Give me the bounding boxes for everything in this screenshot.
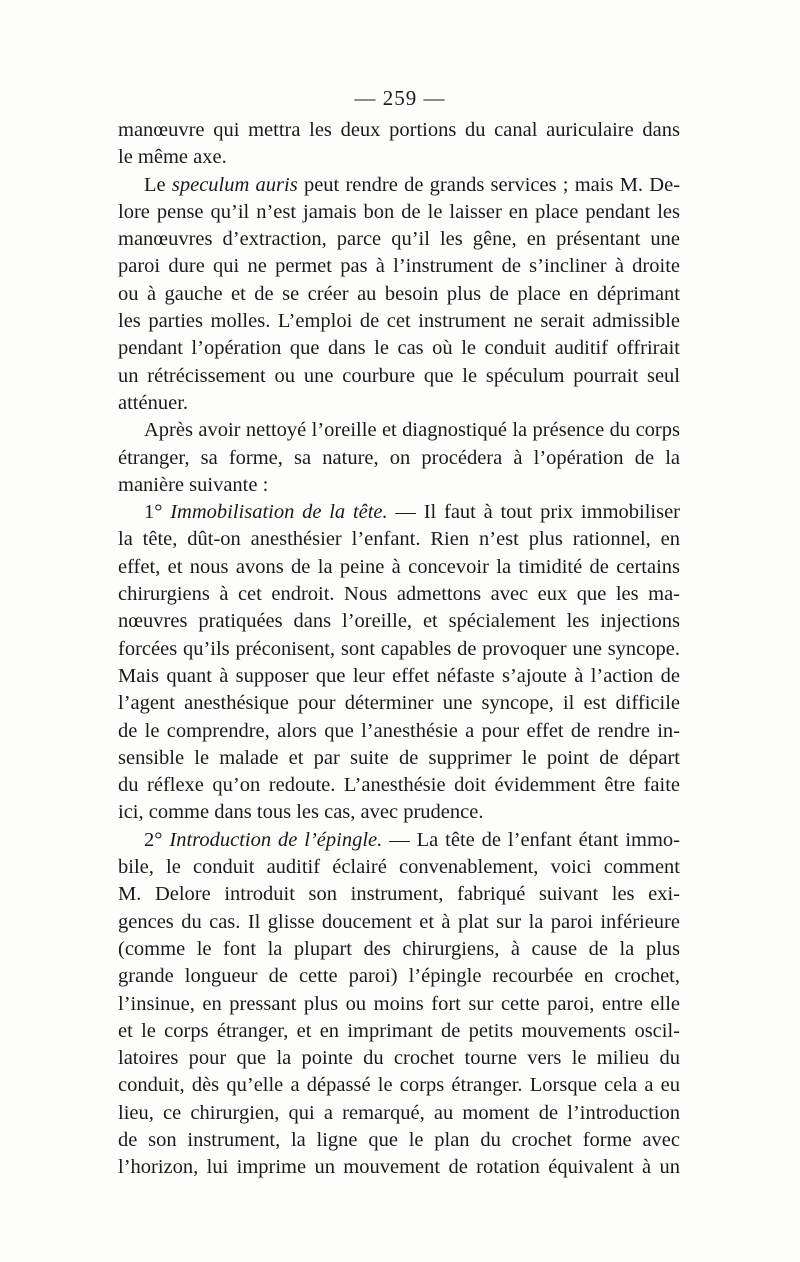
text-line	[118, 1045, 680, 1072]
text-run: grande longueur de cette paroi) l’épingle recourbée en crochet,	[118, 965, 680, 988]
text-run: manière suivante :	[118, 473, 269, 496]
text-line	[118, 663, 680, 690]
text-run: de le comprendre, alors que l’anesthésie a pour effet de rendre in-	[118, 719, 680, 742]
text-line	[118, 799, 680, 826]
text-run: sensible le malade et par suite de supprimer le point de départ	[118, 746, 680, 769]
text-run: — La tête de l’enfant étant immo-	[382, 828, 680, 851]
text-run: nœuvres pratiquées dans l’oreille, et spécialement les injections	[118, 610, 680, 633]
text-line	[118, 690, 680, 717]
text-run: ou à gauche et de se créer au besoin plus de place en déprimant	[118, 282, 680, 305]
text-run: de son instrument, la ligne que le plan du crochet forme avec	[118, 1128, 680, 1151]
text-run: manœuvre qui mettra les deux portions du canal auriculaire dans	[118, 119, 680, 141]
text-line	[118, 472, 680, 499]
text-line	[118, 554, 680, 581]
text-run: du réflexe qu’on redoute. L’anesthésie doit évidemment être faite	[118, 774, 680, 797]
text-run: étranger, sa forme, sa nature, on procédera à l’opération de la	[118, 446, 680, 469]
text-line	[118, 363, 680, 390]
text-line	[118, 1154, 680, 1181]
text-run: (comme le font la plupart des chirurgiens, à cause de la plus	[118, 937, 680, 960]
text-run: bile, le conduit auditif éclairé convenablement, voici comment	[118, 856, 680, 879]
text-run: l’horizon, lui imprime un mouvement de rotation équivalent à un	[118, 1156, 680, 1179]
text-line	[118, 199, 680, 226]
text-run: le même axe.	[118, 146, 227, 169]
text-line	[118, 608, 680, 635]
text-line	[118, 854, 680, 881]
text-line	[118, 1100, 680, 1127]
text-line	[118, 390, 680, 417]
text-run: l’agent anesthésique pour déterminer une syncope, il est difficile	[118, 692, 680, 715]
text-line	[118, 172, 680, 199]
text-run: chirurgiens à cet endroit. Nous admettons avec eux que les ma-	[118, 583, 680, 606]
text-run: ici, comme dans tous les cas, avec prudence.	[118, 801, 484, 824]
text-line	[118, 281, 680, 308]
text-run: Après avoir nettoyé l’oreille et diagnostiqué la présence du corps	[144, 419, 680, 442]
text-line	[118, 936, 680, 963]
text-line	[118, 253, 680, 280]
text-run: gences du cas. Il glisse doucement et à plat sur la paroi inférieure	[118, 910, 680, 933]
text-line	[118, 718, 680, 745]
text-line	[118, 745, 680, 772]
text-run: lore pense qu’il n’est jamais bon de le laisser en place pendant les	[118, 200, 680, 223]
text-run: effet, et nous avons de la peine à concevoir la timidité de certains	[118, 555, 680, 578]
text-run: paroi dure qui ne permet pas à l’instrument de s’incliner à droite	[118, 255, 680, 278]
italic-heading: Immobilisation de la tête.	[170, 501, 388, 524]
text-run: peut rendre de grands services ; mais M. De-	[297, 173, 681, 196]
text-line	[118, 991, 680, 1018]
text-run: Le	[144, 173, 172, 196]
text-line	[118, 417, 680, 444]
text-line	[118, 581, 680, 608]
text-run: M. Delore introduit son instrument, fabriqué suivant les exi-	[118, 883, 680, 906]
text-run: un rétrécissement ou une courbure que le spéculum pourrait seul	[118, 364, 680, 387]
text-line	[118, 1072, 680, 1099]
text-line	[118, 1127, 680, 1154]
text-line	[118, 827, 680, 854]
text-line	[118, 308, 680, 335]
text-line	[118, 226, 680, 253]
text-line	[118, 526, 680, 553]
text-line	[118, 335, 680, 362]
text-line	[118, 881, 680, 908]
text-run: la tête, dût-on anesthésier l’enfant. Rien n’est plus rationnel, en	[118, 528, 680, 551]
text-run: 2°	[144, 828, 170, 851]
text-run: latoires pour que la pointe du crochet tourne vers le milieu du	[118, 1047, 680, 1070]
text-line	[118, 963, 680, 990]
text-line	[118, 445, 680, 472]
text-run: et le corps étranger, et en imprimant de petits mouvements oscil-	[118, 1019, 680, 1042]
italic-heading: speculum auris	[171, 173, 298, 196]
text-line	[118, 772, 680, 799]
text-run: pendant l’opération que dans le cas où le conduit auditif offrirait	[118, 337, 680, 360]
text-run: 1°	[144, 501, 171, 524]
text-line	[118, 1018, 680, 1045]
text-run: les parties molles. L’emploi de cet instrument ne serait admissible	[118, 310, 680, 333]
page-number: — 259 —	[354, 86, 446, 110]
text-run: Mais quant à supposer que leur effet néfaste s’ajoute à l’action de	[118, 664, 680, 687]
text-run: atténuer.	[118, 391, 189, 414]
text-run: — Il faut à tout prix immobiliser	[387, 501, 681, 524]
text-run: lieu, ce chirurgien, qui a remarqué, au moment de l’introduction	[118, 1101, 680, 1124]
text-line	[118, 909, 680, 936]
body-text	[118, 117, 680, 1182]
text-run: conduit, dès qu’elle a dépassé le corps étranger. Lorsque cela a eu	[118, 1074, 680, 1097]
text-line	[118, 636, 680, 663]
text-run: l’insinue, en pressant plus ou moins fort sur cette paroi, entre elle	[118, 992, 680, 1015]
text-line	[118, 117, 680, 144]
text-line	[118, 499, 680, 526]
text-line	[118, 144, 680, 171]
text-run: forcées qu’ils préconisent, sont capables de provoquer une syncope.	[118, 637, 680, 660]
italic-heading: Introduction de l’épingle.	[169, 828, 383, 851]
text-run: manœuvres d’extraction, parce qu’il les gêne, en présentant une	[118, 228, 680, 251]
